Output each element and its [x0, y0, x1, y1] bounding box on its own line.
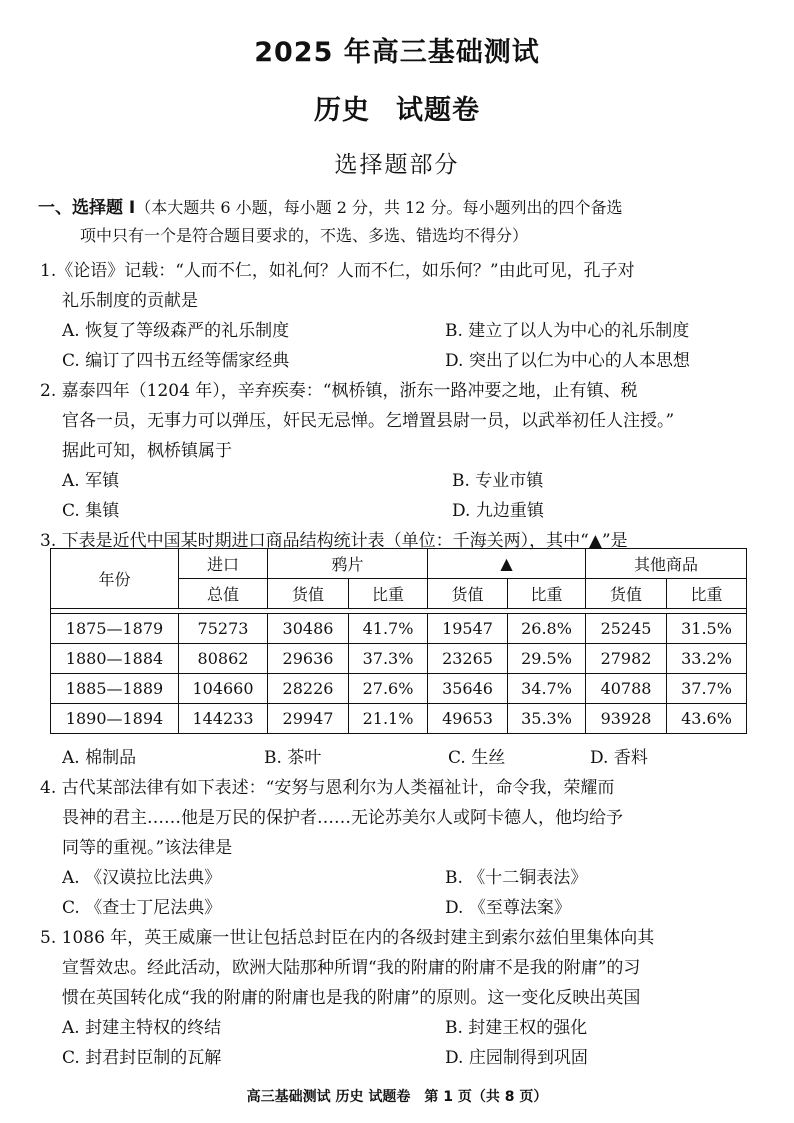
q2-stem-line1: 2. 嘉泰四年（1204 年），辛弃疾奏：“枫桥镇，浙东一路冲要之地，止有镇、税: [40, 381, 638, 401]
table-cell: 41.7%: [349, 614, 428, 644]
q3-option-d[interactable]: D. 香料: [590, 748, 648, 768]
exam-subtitle: [0, 88, 794, 127]
q2-option-d[interactable]: D. 九边重镇: [452, 501, 544, 521]
table-cell: 1875—1879: [51, 614, 179, 644]
table-cell: 43.6%: [667, 704, 747, 734]
q5-option-b[interactable]: B. 封建王权的强化: [445, 1018, 588, 1038]
q1-option-a[interactable]: A. 恢复了等级森严的礼乐制度: [62, 321, 290, 341]
table-cell: 93928: [586, 704, 667, 734]
q4-stem-line3: 同等的重视。”该法律是: [62, 838, 233, 858]
table-cell: 35.3%: [508, 704, 586, 734]
q3-option-b[interactable]: B. 茶叶: [264, 748, 322, 768]
table-cell: 23265: [428, 644, 508, 674]
table-cell: 144233: [179, 704, 268, 734]
q5-stem-line2: 宣誓效忠。经此活动，欧洲大陆那种所谓“我的附庸的附庸不是我的附庸”的习: [62, 958, 641, 978]
table-cell: 1880—1884: [51, 644, 179, 674]
q4-option-d[interactable]: D. 《至尊法案》: [445, 898, 571, 918]
q1-stem-line1: 1.《论语》记载：“人而不仁，如礼何？人而不仁，如乐何？”由此可见，孔子对: [40, 261, 635, 281]
section-heading: [38, 193, 623, 218]
table-cell: 34.7%: [508, 674, 586, 704]
q2-option-b[interactable]: B. 专业市镇: [452, 471, 544, 491]
exam-title: 2025 年高三基础测试: [254, 37, 540, 68]
table-cell: 49653: [428, 704, 508, 734]
section-desc-1: （本大题共 6 小题，每小题 2 分，共 12 分。每小题列出的四个备选: [135, 198, 623, 217]
table-cell: 26.8%: [508, 614, 586, 644]
import-structure-table: [50, 548, 747, 734]
table-row: [51, 644, 747, 674]
table-row: [51, 614, 747, 644]
header-unknown-ratio: 比重: [508, 579, 586, 609]
header-unknown-goods: ▲: [428, 549, 586, 579]
header-other-goods: 其他商品: [586, 549, 747, 579]
table-cell: 40788: [586, 674, 667, 704]
q1-option-c[interactable]: C. 编订了四书五经等儒家经典: [62, 351, 290, 371]
paper-label: 试题卷: [396, 95, 480, 126]
q5-stem-line1: 5. 1086 年，英王威廉一世让包括总封臣在内的各级封建主到索尔兹伯里集体向其: [40, 928, 655, 948]
part-title: 选择题部分: [334, 152, 460, 178]
table-cell: 27.6%: [349, 674, 428, 704]
header-opium: 鸦片: [268, 549, 428, 579]
table-cell: 30486: [268, 614, 349, 644]
table-cell: 75273: [179, 614, 268, 644]
header-unknown-value: 货值: [428, 579, 508, 609]
section-desc-2: 项中只有一个是符合题目要求的，不选、多选、错选均不得分）: [80, 226, 529, 245]
q5-stem-line3: 惯在英国转化成“我的附庸的附庸也是我的附庸”的原则。这一变化反映出英国: [62, 988, 641, 1008]
table-cell: 35646: [428, 674, 508, 704]
table-cell: 28226: [268, 674, 349, 704]
q5-option-a[interactable]: A. 封建主特权的终结: [62, 1018, 222, 1038]
section-title: 一、选择题 I: [38, 198, 136, 218]
header-other-value: 货值: [586, 579, 667, 609]
table-row: [51, 704, 747, 734]
q1-stem-line2: 礼乐制度的贡献是: [62, 291, 198, 311]
q1-option-b[interactable]: B. 建立了以人为中心的礼乐制度: [445, 321, 690, 341]
table-cell: 1890—1894: [51, 704, 179, 734]
table-cell: 31.5%: [667, 614, 747, 644]
q3-option-a[interactable]: A. 棉制品: [62, 748, 137, 768]
q4-option-a[interactable]: A. 《汉谟拉比法典》: [62, 868, 222, 888]
q2-stem-line2: 官各一员，无事力可以弹压，奸民无忌惮。乞增置县尉一员，以武举初任人注授。”: [62, 411, 675, 431]
header-other-ratio: 比重: [667, 579, 747, 609]
table-cell: 1885—1889: [51, 674, 179, 704]
page-footer: 高三基础测试 历史 试题卷 第 1 页（共 8 页）: [246, 1089, 548, 1105]
table-cell: 19547: [428, 614, 508, 644]
table-cell: 80862: [179, 644, 268, 674]
table-row: [51, 674, 747, 704]
table-cell: 37.7%: [667, 674, 747, 704]
table-header-row-1: [51, 549, 747, 579]
table-cell: 33.2%: [667, 644, 747, 674]
table-cell: 25245: [586, 614, 667, 644]
q4-option-b[interactable]: B. 《十二铜表法》: [445, 868, 588, 888]
header-opium-value: 货值: [268, 579, 349, 609]
table-cell: 29636: [268, 644, 349, 674]
q2-stem-line3: 据此可知，枫桥镇属于: [62, 441, 232, 461]
table-cell: 21.1%: [349, 704, 428, 734]
header-total-1: 进口: [179, 549, 268, 579]
table-cell: 37.3%: [349, 644, 428, 674]
q4-stem-line1: 4. 古代某部法律有如下表述：“安努与恩利尔为人类福祉计，命令我，荣耀而: [40, 778, 615, 798]
table-cell: 27982: [586, 644, 667, 674]
q5-option-d[interactable]: D. 庄园制得到巩固: [445, 1048, 588, 1068]
table-cell: 104660: [179, 674, 268, 704]
q3-option-c[interactable]: C. 生丝: [448, 748, 506, 768]
q5-option-c[interactable]: C. 封君封臣制的瓦解: [62, 1048, 222, 1068]
table-cell: 29.5%: [508, 644, 586, 674]
table-cell: 29947: [268, 704, 349, 734]
q4-option-c[interactable]: C. 《查士丁尼法典》: [62, 898, 222, 918]
q4-stem-line2: 畏神的君主……他是万民的保护者……无论苏美尔人或阿卡德人，他均给予: [62, 808, 623, 828]
q2-option-a[interactable]: A. 军镇: [62, 471, 120, 491]
q2-option-c[interactable]: C. 集镇: [62, 501, 120, 521]
q1-option-d[interactable]: D. 突出了以仁为中心的人本思想: [445, 351, 690, 371]
header-total-2: 总值: [179, 579, 268, 609]
q3-stem-line1: 3. 下表是近代中国某时期进口商品结构统计表（单位：千海关两），其中“▲”是: [40, 531, 628, 551]
header-opium-ratio: 比重: [349, 579, 428, 609]
subject-label: 历史: [314, 95, 370, 126]
header-year: 年份: [51, 549, 179, 609]
